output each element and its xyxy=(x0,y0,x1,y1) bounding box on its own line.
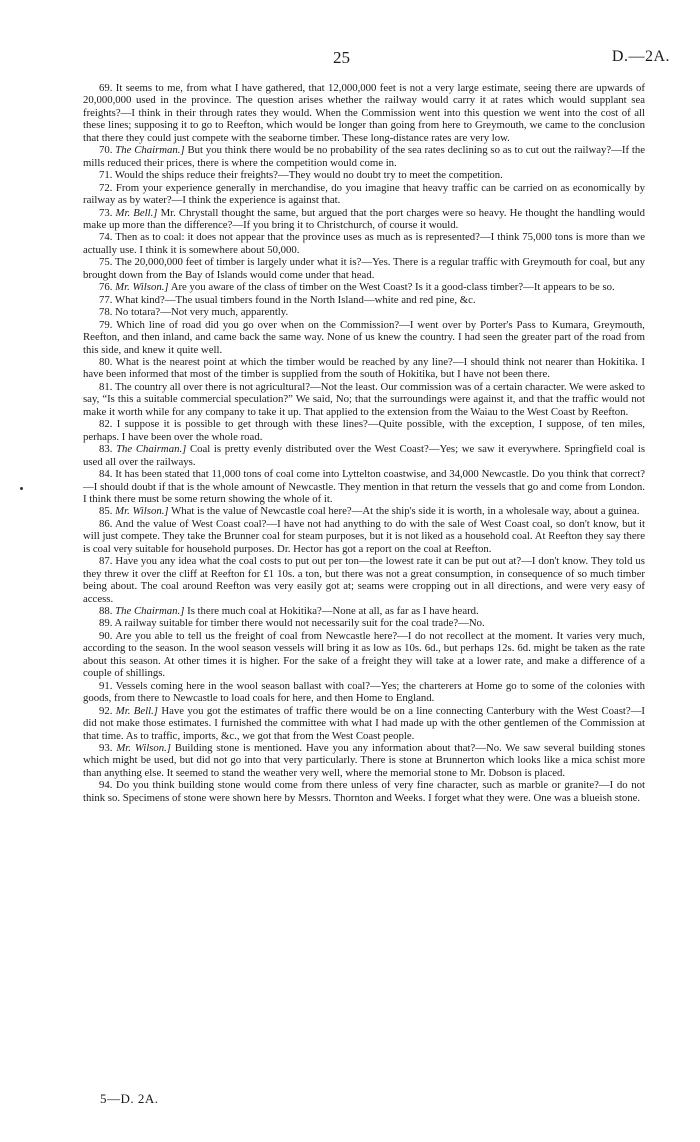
paragraph-text: 70. xyxy=(99,144,113,157)
paragraph-text: Building stone is mentioned. Have you any information about that?—No. We saw several building stones which might be used, but did not go into that very particularly. There is stone at Brunnerton which looks like a mica schist more than anything else. It seemed to stand the weather very well, where the memorial stone to Mr. Dobson is placed. xyxy=(83,742,646,779)
paragraph-text: But you think there would be no probability of the sea rates declining so as to cut out the railway?—If the mills reduced their prices, there is where the competition would come in. xyxy=(83,144,646,169)
question-paragraph xyxy=(83,231,645,256)
paragraph-text: 87. Have you any idea what the coal costs to put out per ton—the lowest rate it can be put out at?—I don't know. They told us they threw it over the cliff at Reefton for £1 10s. a ton, but there was not a great consumption, in consequence of so much timber being about. The coal around Reefton was very easily got at; seams were cropping out in all directions, and were very easy of access. xyxy=(83,555,645,605)
paragraph-text: 77. What kind?—The usual timbers found in the North Island—white and red pine, &c. xyxy=(99,293,476,306)
question-paragraph xyxy=(83,169,645,181)
paragraph-text: 85. xyxy=(99,505,113,518)
question-paragraph xyxy=(83,468,645,505)
paragraph-text: 93. xyxy=(99,742,113,755)
paragraph-text: 69. It seems to me, from what I have gathered, that 12,000,000 feet is not a very large estimate, seeing there are upwards of 20,000,000 used in the province. The question arises whether the railway would carry it at rates which would supplant sea freights?—I think in their through rates they would. When the Commission went into this question we went into the cost of all these lines; supposing it to go to Reefton, which would be longer than going from here to Greymouth, we came to the conclusion that there they could just compete with the seaborne timber. These long-distance rates are very low. xyxy=(83,82,645,144)
paragraph-text: 86. And the value of West Coast coal?—I have not had anything to do with the sale of West Coast coal, so don't know, but it will just compete. They take the Brunner coal for steam purposes, but it is not liked as a household coal. At Reefton they say there is coal very suitable for household purposes. Dr. Hector has got a report on the coal at Reefton. xyxy=(83,517,645,555)
speaker-label: The Chairman.] xyxy=(115,605,185,618)
question-paragraph xyxy=(83,630,645,680)
paragraph-text: What is the value of Newcastle coal here?—At the ship's side it is worth, in a wholesale way, about a guinea. xyxy=(171,505,640,518)
paragraph-text: 84. It has been stated that 11,000 tons of coal come into Lyttelton coastwise, and 34,000 Newcastle. Do you think that correct?—I should doubt if that is the whole amount of Newcastle. They mention in that return the vessels that go and come from London. I think there must be some return showing the whole of it. xyxy=(83,468,645,505)
speaker-label: Mr. Bell.] xyxy=(115,206,158,219)
question-paragraph xyxy=(83,281,645,293)
paragraph-text: 80. What is the nearest point at which the timber would be reached by any line?—I should think not nearer than Hokitika. I have been informed that most of the timber is supplied from the south of Hokitika, but I have not been there. xyxy=(83,355,645,381)
question-paragraph xyxy=(83,555,645,605)
question-paragraph xyxy=(83,518,645,555)
margin-mark xyxy=(20,487,23,490)
paragraph-text: 79. Which line of road did you go over when on the Commission?—I went over by Porter's Pass to Kumara, Greymouth, Reefton, and then inland, and came back the same way. None of us knew the country. I had seen the greater part of the road from this side, and knew it quite well. xyxy=(83,318,645,356)
question-paragraph xyxy=(83,418,645,443)
evidence-text xyxy=(83,82,645,804)
question-paragraph xyxy=(83,319,645,356)
question-paragraph xyxy=(83,256,645,281)
document-reference: D.—2A. xyxy=(611,48,670,65)
question-paragraph xyxy=(83,742,645,779)
question-paragraph xyxy=(83,82,645,144)
speaker-label: The Chairman.] xyxy=(115,144,185,157)
paragraph-text: 74. Then as to coal: it does not appear that the province uses as much as is represented?—I think 75,000 tons is more than we actually use. I think it is somewhere about 50,000. xyxy=(83,231,645,256)
question-paragraph xyxy=(83,505,645,517)
paragraph-text: 91. Vessels coming here in the wool season ballast with coal?—Yes; the charterers at Home go to some of the colonies with goods, from there to Newcastle to load coals for here, and then Home to England. xyxy=(83,679,645,705)
paragraph-text: 81. The country all over there is not agricultural?—Not the least. Our commission was of a certain character. We were asked to say, “Is this a suitable commercial speculation?” We said, No; that the surroundings were against it, and that the traffic would not make it worth while for any company to take it up. That applied to the extension from the Waiau to the West Coast by Reefton. xyxy=(83,380,645,418)
speaker-label: Mr. Wilson.] xyxy=(116,742,171,755)
paragraph-text: Is there much coal at Hokitika?—None at all, as far as I have heard. xyxy=(187,605,479,618)
question-paragraph xyxy=(83,207,645,232)
paragraph-text: 73. xyxy=(99,206,113,219)
paragraph-text: 72. From your experience generally in merchandise, do you imagine that heavy traffic can be carried on as economically by railway as by water?—I think the experience is against that. xyxy=(83,181,645,207)
page-header xyxy=(0,48,700,70)
question-paragraph xyxy=(83,443,645,468)
question-paragraph xyxy=(83,294,645,306)
speaker-label: Mr. Wilson.] xyxy=(115,281,169,294)
paragraph-text: 76. xyxy=(99,281,113,294)
paragraph-text: Have you got the estimates of traffic there would be on a line connecting Canterbury with the West Coast?—I did not make those estimates. I furnished the committee with what I had made up with the other gentlemen of the Commission at that time. As to traffic, imports, &c., we got that from the West Coast people. xyxy=(83,704,646,742)
paragraph-text: 94. Do you think building stone would come from there unless of very fine character, such as marble or granite?—I do not think so. Specimens of stone were shown here by Messrs. Thornton and Weeks. I forget what they were. One was a blueish stone. xyxy=(83,779,645,804)
question-paragraph xyxy=(83,779,645,804)
question-paragraph xyxy=(83,381,645,418)
paragraph-text: 71. Would the ships reduce their freights?—They would no doubt try to meet the competition. xyxy=(99,169,503,182)
paragraph-text: Coal is pretty evenly distributed over the West Coast?—Yes; we saw it everywhere. Springfield coal is used all over the railways. xyxy=(83,443,645,468)
question-paragraph xyxy=(83,182,645,207)
speaker-label: The Chairman.] xyxy=(116,443,187,456)
question-paragraph xyxy=(83,306,645,318)
paragraph-text: 78. No totara?—Not very much, apparently. xyxy=(99,306,289,319)
question-paragraph xyxy=(83,605,645,617)
paragraph-text: 89. A railway suitable for timber there would not necessarily suit for the coal trade?—No. xyxy=(99,617,485,630)
question-paragraph xyxy=(83,617,645,629)
signature-mark: 5—D. 2A. xyxy=(100,1091,159,1106)
paragraph-text: Are you aware of the class of timber on the West Coast? Is it a good-class timber?—It appears to be so. xyxy=(170,281,615,294)
speaker-label: Mr. Wilson.] xyxy=(115,505,169,518)
paragraph-text: 75. The 20,000,000 feet of timber is largely under what it is?—Yes. There is a regular traffic with Greymouth for coal, but any brought down from the Bay of Islands would come under that head. xyxy=(83,256,645,281)
paragraph-text: Mr. Chrystall thought the same, but argued that the port charges were so heavy. He thought the handling would make up more than the difference?—If you bring it to Christchurch, of course it would. xyxy=(83,206,646,231)
paragraph-text: 83. xyxy=(99,443,113,456)
page-number: 25 xyxy=(333,48,350,67)
speaker-label: Mr. Bell.] xyxy=(115,704,158,717)
question-paragraph xyxy=(83,705,645,742)
paragraph-text: 90. Are you able to tell us the freight of coal from Newcastle here?—I do not recollect at the moment. It varies very much, according to the season. In the wool season vessels will bring it as low as 10s. 6d., but perhaps 12s. 6d. might be taken as the rate about this season. At other times it is higher. For the sake of a freight they will take at a lower rate, and make a difference of a couple of shillings. xyxy=(83,629,645,680)
paragraph-text: 92. xyxy=(99,704,113,717)
question-paragraph xyxy=(83,144,645,169)
paragraph-text: 82. I suppose it is possible to get through with these lines?—Quite possible, with the exception, I suppose, of ten miles, perhaps. I have been over the whole road. xyxy=(83,418,645,443)
paragraph-text: 88. xyxy=(99,605,113,618)
question-paragraph xyxy=(83,356,645,381)
question-paragraph xyxy=(83,680,645,705)
